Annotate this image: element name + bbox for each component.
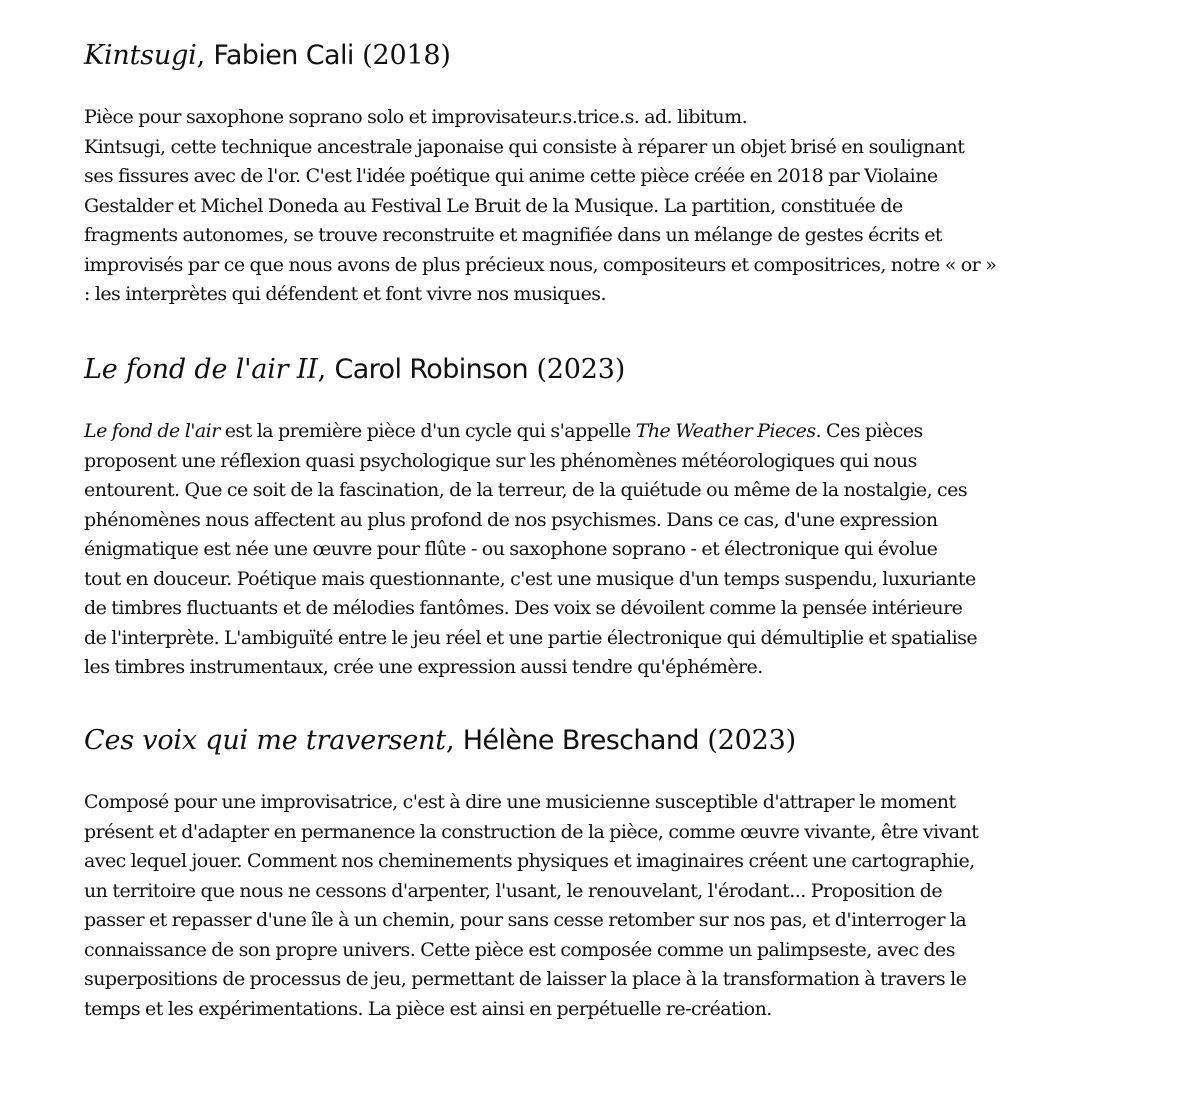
composition-year: (2023) [707, 725, 796, 756]
section-description [84, 788, 978, 1024]
description-line: de l'interprète. L'ambiguïté entre le jeu réel et une partie électronique qui démultiplie et spatialise [84, 626, 978, 649]
heading-separator: , [317, 354, 327, 385]
description-line: temps et les expérimentations. La pièce est ainsi en perpétuelle re-création. [84, 997, 772, 1020]
description-line: improvisés par ce que nous avons de plus précieux nous, compositeurs et compositrices, notre « or » [84, 253, 997, 276]
section-heading [84, 350, 977, 390]
composition-year: (2018) [362, 40, 451, 71]
section-heading [84, 721, 978, 761]
description-line: proposent une réflexion quasi psychologique sur les phénomènes météorologiques qui nous [84, 449, 917, 472]
heading-separator: , [196, 40, 206, 71]
description-line: présent et d'adapter en permanence la construction de la pièce, comme œuvre vivante, être vivant [84, 820, 979, 843]
description-line: fragments autonomes, se trouve reconstruite et magnifiée dans un mélange de gestes écrits et [84, 224, 942, 246]
composer-name: Carol Robinson [334, 354, 529, 385]
composer-name: Hélène Breschand [462, 725, 699, 756]
description-line: connaissance de son propre univers. Cette pièce est composée comme un palimpseste, avec des [84, 938, 955, 961]
work-title: Ces voix qui me traversent [84, 725, 446, 756]
section-description [84, 417, 977, 683]
description-line: superpositions de processus de jeu, permettant de laisser la place à la transformation à travers le [84, 968, 967, 990]
description-line: : les interprètes qui défendent et font vivre nos musiques. [84, 283, 606, 305]
description-line: de timbres fluctuants et de mélodies fantômes. Des voix se dévoilent comme la pensée intérieure [84, 597, 963, 619]
work-title: Kintsugi [84, 40, 197, 71]
description-line: Gestalder et Michel Doneda au Festival Le Bruit de la Musique. La partition, constituée de [84, 194, 903, 217]
description-line [84, 417, 977, 447]
italic-work-title: Le fond de l'air [84, 420, 220, 442]
section-heading [84, 36, 996, 76]
program-note-le-fond-de-l-air [84, 350, 977, 683]
section-description [84, 103, 996, 310]
description-line: avec lequel jouer. Comment nos cheminements physiques et imaginaires créent une cartographie, [84, 850, 975, 872]
composition-year: (2023) [536, 354, 626, 385]
description-line: un territoire que nous ne cessons d'arpenter, l'usant, le renouvelant, l'érodant... Proposition de [84, 879, 943, 902]
description-line: passer et repasser d'une île à un chemin, pour sans cesse retomber sur nos pas, et d'interroger la [84, 909, 967, 931]
description-line: entourent. Que ce soit de la fascination, de la terreur, de la quiétude ou même de la nostalgie, ces [84, 479, 968, 501]
description-line: Composé pour une improvisatrice, c'est à dire une musicienne susceptible d'attraper le moment [84, 791, 956, 813]
description-line: ses fissures avec de l'or. C'est l'idée poétique qui anime cette pièce créée en 2018 par Violaine [84, 165, 938, 187]
work-title: Le fond de l'air II [84, 354, 318, 385]
program-note-ces-voix [84, 721, 978, 1024]
description-text: . Ces pièces [815, 420, 923, 442]
composer-name: Fabien Cali [213, 40, 354, 71]
description-line: les timbres instrumentaux, crée une expression aussi tendre qu'éphémère. [84, 656, 763, 678]
description-line: phénomènes nous affectent au plus profond de nos psychismes. Dans ce cas, d'une expression [84, 508, 938, 531]
description-line: Pièce pour saxophone soprano solo et improvisateur.s.trice.s. ad. libitum. [84, 106, 748, 128]
description-line: énigmatique est née une œuvre pour flûte - ou saxophone soprano - et électronique qui évolue [84, 538, 938, 560]
heading-separator: , [445, 725, 455, 756]
description-line: tout en douceur. Poétique mais questionnante, c'est une musique d'un temps suspendu, luxuriante [84, 567, 976, 590]
italic-cycle-title: The Weather Pieces [635, 420, 816, 442]
program-note-kintsugi [84, 36, 996, 310]
description-line: Kintsugi, cette technique ancestrale japonaise qui consiste à réparer un objet brisé en soulignant [84, 135, 965, 158]
description-text: est la première pièce d'un cycle qui s'appelle [219, 420, 636, 442]
